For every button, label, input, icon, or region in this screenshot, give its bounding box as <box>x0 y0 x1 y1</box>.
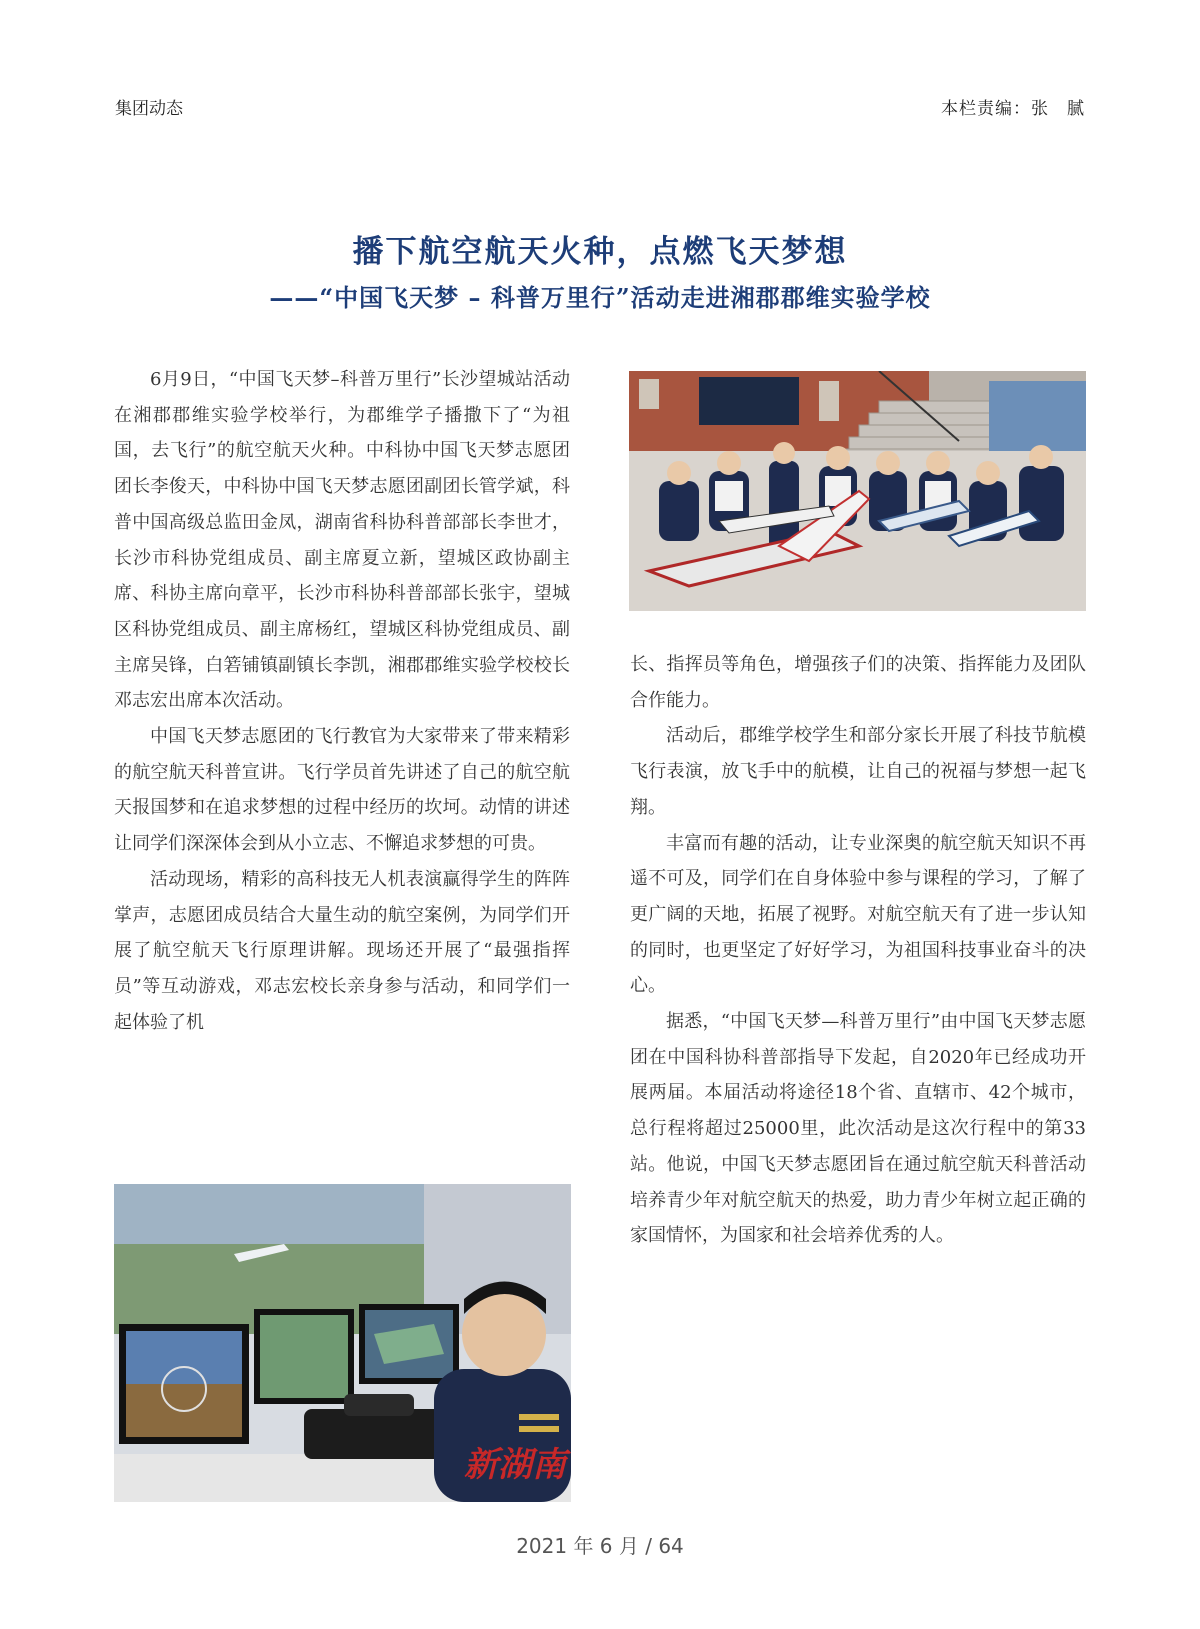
paragraph: 活动后，郡维学校学生和部分家长开展了科技节航模飞行表演，放飞手中的航模，让自己的祝福与梦想一起飞翔。 <box>630 725 1086 818</box>
paragraph: 活动现场，精彩的高科技无人机表演赢得学生的阵阵掌声，志愿团成员结合大量生动的航空案例，为同学们开展了航空航天飞行原理讲解。现场还开展了“最强指挥员”等互动游戏，邓志宏校长亲身参与活动，和同学们一起体验了机 <box>114 868 570 1033</box>
editor-credit: 本栏责编：张 腻 <box>941 99 1085 119</box>
paragraph-continuation: 长、指挥员等角色，增强孩子们的决策、指挥能力及团队合作能力。 <box>630 654 1086 711</box>
watermark-logo: 新湖南 <box>464 1445 566 1485</box>
right-column <box>630 647 1086 1254</box>
paragraph: 6月9日，“中国飞天梦–科普万里行”长沙望城站活动在湘郡郡维实验学校举行，为郡维学子播撒下了“为祖国，去飞行”的航空航天火种。中科协中国飞天梦志愿团团长李俊天，中科协中国飞天梦志愿团副团长管学斌，科普中国高级总监田金凤，湖南省科协科普部部长李世才，长沙市科协党组成员、副主席夏立新，望城区政协副主席、科协主席向章平，长沙市科协科普部部长张宇，望城区科协党组成员、副主席杨红，望城区科协党组成员、副主席吴锋，白箬铺镇副镇长李凯，湘郡郡维实验学校校长邓志宏出席本次活动。 <box>114 369 570 712</box>
page-footer: 2021 年 6 月 / 64 <box>516 1534 684 1558</box>
article-subtitle: ——“中国飞天梦 – 科普万里行”活动走进湘郡郡维实验学校 <box>269 283 931 312</box>
group-photo <box>629 371 1086 611</box>
paragraph: 据悉，“中国飞天梦—科普万里行”由中国飞天梦志愿团在中国科协科普部指导下发起，自2020年已经成功开展两届。本届活动将途径18个省、直辖市、42个城市，总行程将超过25000里，此次活动是这次行程中的第33站。他说，中国飞天梦志愿团旨在通过航空航天科普活动培养青少年对航空航天的热爱，助力青少年树立起正确的家国情怀，为国家和社会培养优秀的人。 <box>630 1011 1086 1247</box>
article-title: 播下航空航天火种，点燃飞天梦想 <box>352 234 848 270</box>
left-column <box>114 362 570 1040</box>
flight-simulator-photo <box>114 1184 571 1502</box>
paragraph: 中国飞天梦志愿团的飞行教官为大家带来了带来精彩的航空航天科普宣讲。飞行学员首先讲述了自己的航空航天报国梦和在追求梦想的过程中经历的坎坷。动情的讲述让同学们深深体会到从小立志、不懈追求梦想的可贵。 <box>114 726 570 855</box>
paragraph: 丰富而有趣的活动，让专业深奥的航空航天知识不再遥不可及，同学们在自身体验中参与课程的学习，了解了更广阔的天地，拓展了视野。对航空航天有了进一步认知的同时，也更坚定了好好学习，为祖国科技事业奋斗的决心。 <box>630 832 1086 997</box>
section-label: 集团动态 <box>115 99 183 119</box>
